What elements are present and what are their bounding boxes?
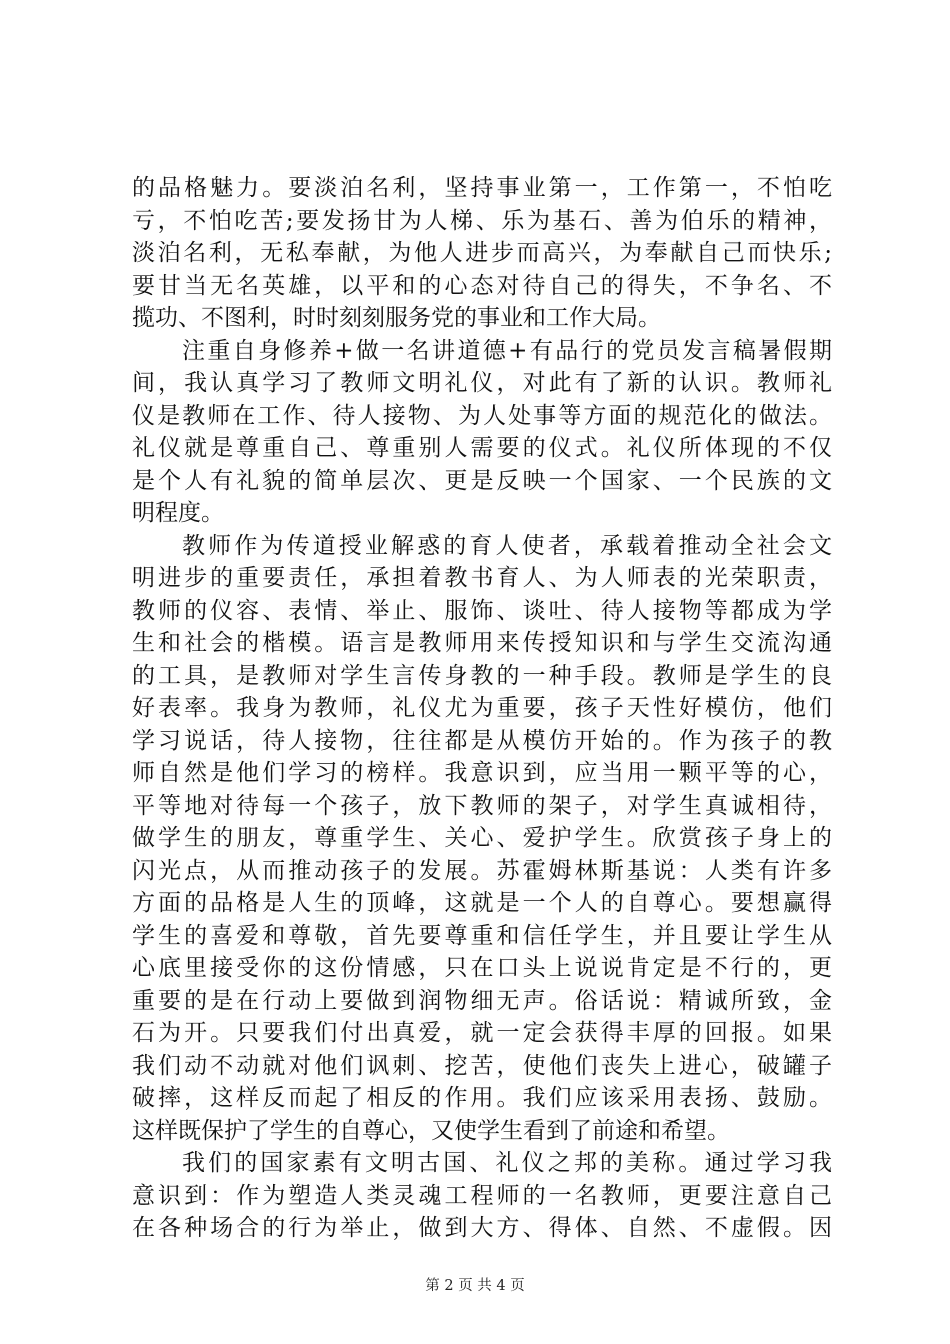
text-line: 礼仪就是尊重自己、尊重别人需要的仪式。礼仪所体现的不仅	[132, 435, 832, 461]
text-line: 注重自身修养+做一名讲道德+有品行的党员发言稿暑假期	[182, 337, 832, 364]
text-line: 闪光点，从而推动孩子的发展。苏霍姆林斯基说：人类有许多	[132, 857, 832, 884]
text-line: 在各种场合的行为举止，做到大方、得体、自然、不虚假。因	[132, 1215, 832, 1241]
paragraph	[132, 530, 832, 1148]
text-line: 这样既保护了学生的自尊心，又使学生看到了前途和希望。	[132, 1117, 730, 1144]
paragraph	[132, 335, 832, 530]
text-line: 明程度。	[132, 500, 224, 526]
text-line: 重要的是在行动上要做到润物细无声。俗话说：精诚所致，金	[132, 987, 832, 1014]
text-line: 仪是教师在工作、待人接物、为人处事等方面的规范化的做法。	[132, 402, 832, 429]
text-line: 石为开。只要我们付出真爱，就一定会获得丰厚的回报。如果	[132, 1020, 832, 1046]
text-line: 师自然是他们学习的榜样。我意识到，应当用一颗平等的心，	[132, 760, 832, 786]
text-line: 亏，不怕吃苦;要发扬甘为人梯、乐为基石、善为伯乐的精神，	[132, 207, 832, 234]
document-body	[132, 172, 832, 1245]
text-line: 学习说话，待人接物，往往都是从模仿开始的。作为孩子的教	[132, 727, 832, 754]
text-line: 平等地对待每一个孩子，放下教师的架子，对学生真诚相待，	[132, 792, 832, 819]
text-line: 教师的仪容、表情、举止、服饰、谈吐、待人接物等都成为学	[132, 597, 832, 624]
page-number-label: 第 2 页 共 4 页	[425, 1278, 525, 1294]
text-line: 教师作为传道授业解惑的育人使者，承载着推动全社会文	[182, 532, 832, 559]
text-line: 生和社会的楷模。语言是教师用来传授知识和与学生交流沟通	[132, 630, 832, 656]
text-line: 我们的国家素有文明古国、礼仪之邦的美称。通过学习我	[182, 1150, 832, 1176]
text-line: 淡泊名利，无私奉献，为他人进步而高兴，为奉献自己而快乐;	[132, 240, 832, 266]
text-line: 明进步的重要责任，承担着教书育人、为人师表的光荣职责，	[132, 565, 832, 591]
text-line: 要甘当无名英雄，以平和的心态对待自己的得失，不争名、不	[132, 272, 832, 299]
text-line: 是个人有礼貌的简单层次、更是反映一个国家、一个民族的文	[132, 467, 832, 494]
text-line: 意识到：作为塑造人类灵魂工程师的一名教师，更要注意自己	[132, 1182, 832, 1209]
paragraph	[132, 172, 832, 335]
text-line: 心底里接受你的这份情感，只在口头上说说肯定是不行的，更	[132, 955, 832, 981]
text-line: 的工具，是教师对学生言传身教的一种手段。教师是学生的良	[132, 662, 832, 689]
text-line: 间，我认真学习了教师文明礼仪，对此有了新的认识。教师礼	[132, 370, 832, 396]
text-line: 我们动不动就对他们讽刺、挖苦，使他们丧失上进心，破罐子	[132, 1052, 832, 1079]
paragraph	[132, 1147, 832, 1245]
page-footer	[0, 1274, 950, 1295]
text-line: 破摔，这样反而起了相反的作用。我们应该采用表扬、鼓励。	[132, 1085, 832, 1111]
text-line: 做学生的朋友，尊重学生、关心、爱护学生。欣赏孩子身上的	[132, 825, 832, 851]
text-line: 的品格魅力。要淡泊名利，坚持事业第一，工作第一，不怕吃	[132, 175, 832, 201]
text-line: 好表率。我身为教师，礼仪尤为重要，孩子天性好模仿，他们	[132, 695, 832, 721]
text-line: 学生的喜爱和尊敬，首先要尊重和信任学生，并且要让学生从	[132, 922, 832, 949]
text-line: 揽功、不图利，时时刻刻服务党的事业和工作大局。	[132, 305, 661, 331]
text-line: 方面的品格是人生的顶峰，这就是一个人的自尊心。要想赢得	[132, 890, 832, 916]
